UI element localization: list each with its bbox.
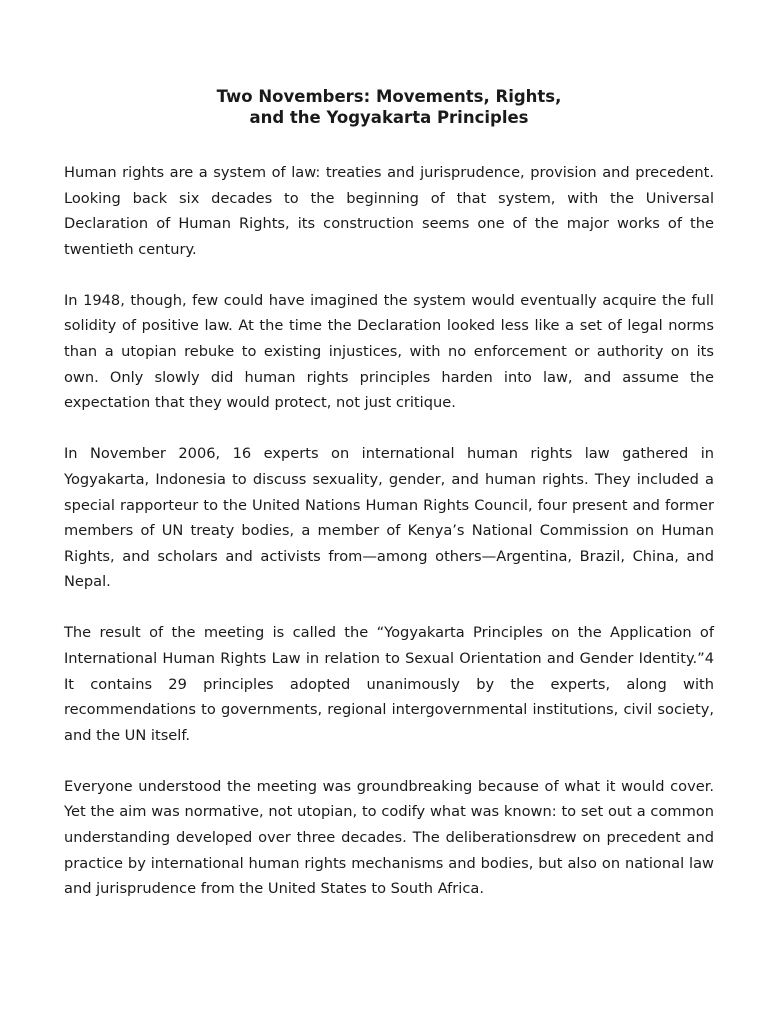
paragraph-1: Human rights are a system of law: treaties and jurisprudence, provision and precedent. Looking back six decades to the beginning of that system, with the Universal Declaration of Human Rights, its construction seems one of the major works of the twentieth century. — [64, 164, 714, 258]
document-title — [64, 86, 714, 128]
paragraph-5: Everyone understood the meeting was groundbreaking because of what it would cover. Yet the aim was normative, not utopian, to codify what was known: to set out a common understanding developed over three decades. The deliberationsdrew on precedent and practice by international human rights mechanisms and bodies, but also on national law and jurisprudence from the United States to South Africa. — [64, 777, 714, 898]
title-line-1: Two Novembers: Movements, Rights, — [216, 87, 562, 106]
document-body — [64, 160, 714, 927]
title-line-2: and the Yogyakarta Principles — [249, 108, 529, 127]
paragraph-2: In 1948, though, few could have imagined the system would eventually acquire the full solidity of positive law. At the time the Declaration looked less like a set of legal norms than a utopian rebuke to existing injustices, with no enforcement or authority on its own. Only slowly did human rights principles harden into law, and assume the expectation that they would protect, not just critique. — [64, 291, 714, 412]
paragraph-3: In November 2006, 16 experts on international human rights law gathered in Yogyakarta, Indonesia to discuss sexuality, gender, and human rights. They included a special rapporteur to the United Nations Human Rights Council, four present and former members of UN treaty bodies, a member of Kenya’s National Commission on Human Rights, and scholars and activists from—among others—Argentina, Brazil, China, and Nepal. — [64, 445, 714, 591]
paragraph-4: The result of the meeting is called the “Yogyakarta Principles on the Application of International Human Rights Law in relation to Sexual Orientation and Gender Identity.”4 It contains 29 principles adopted unanimously by the experts, along with recommendations to governments, regional intergovernmental institutions, civil society, and the UN itself. — [64, 624, 714, 744]
